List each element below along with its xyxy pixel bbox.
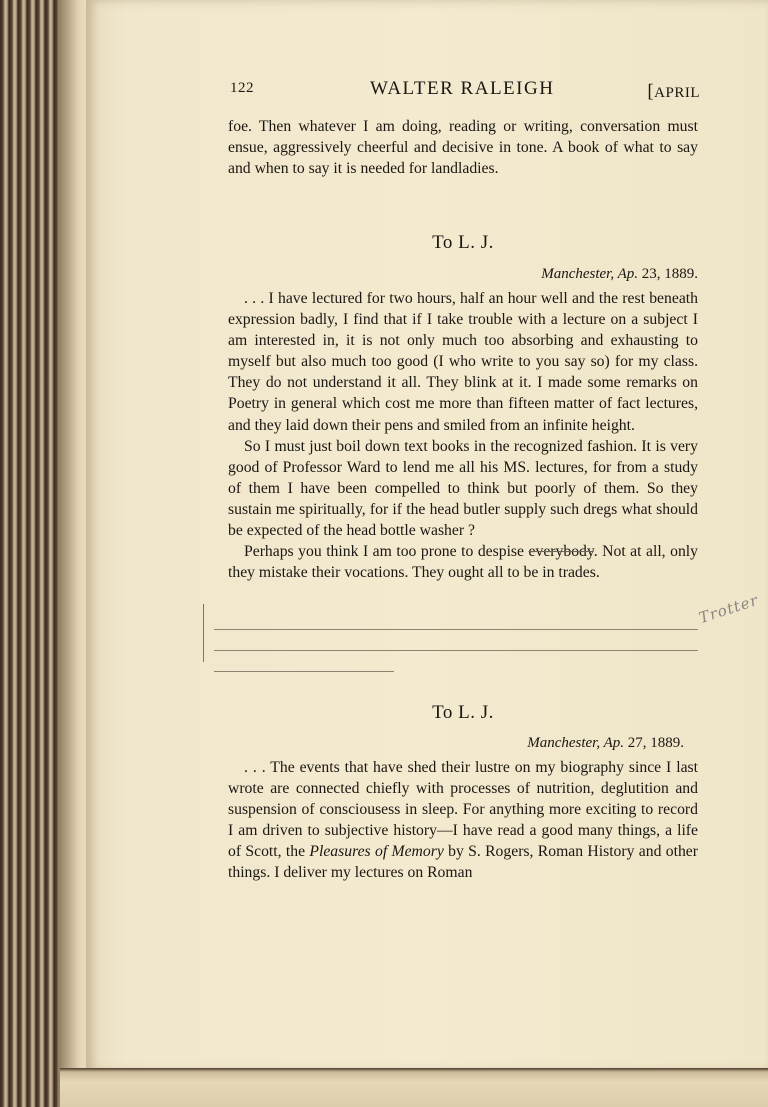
pencil-underline-2 — [214, 650, 698, 651]
book-fore-edge — [0, 0, 92, 1107]
letter-2-text-end: by S. Rogers, Roman History and other things. I deliver my lectures on Roman — [228, 843, 698, 882]
dateline-1-date: 23, 1889. — [641, 266, 698, 282]
running-title: WALTER RALEIGH — [370, 78, 555, 99]
dateline-2 — [527, 735, 684, 752]
page-bottom-edge — [60, 1068, 768, 1107]
continuation-text — [228, 116, 698, 179]
letter-heading-1: To L. J. — [432, 232, 494, 253]
dateline-2-place: Manchester, Ap. — [527, 735, 624, 751]
letter-2-paragraph-1 — [228, 757, 698, 884]
dateline-1 — [541, 266, 698, 283]
struck-word: everybody — [528, 543, 594, 561]
running-head — [230, 78, 702, 102]
letter-1-body — [228, 288, 698, 583]
running-month — [647, 81, 700, 103]
letter-1-paragraph-1: . . . I have lectured for two hours, half an hour well and the rest beneath expression badly, I find that if I take trouble with a lecture on a subject I am interested in, it is not only much too absorbing and exhausting to myself but also much too good (I who write to you say so) for my class. They do not understand it all. They blink at it. I made some remarks on Poetry in general which cost me more than fifteen matter of fact lectures, and they laid down their pens and smiled from an infinite height. — [228, 290, 698, 434]
page-number: 122 — [230, 80, 254, 96]
letter-2-text-start: . . . The events that have shed their lustre on my biography since I last wrote are connected chiefly with processes of nutrition, deglutition and suspension of consciousess in sleep. For anything more exciting to record I am driven to subjective history—I have read a good many things, a life of Scott, the — [228, 759, 698, 861]
letter-1-paragraph-3 — [228, 541, 698, 583]
letter-2-body — [228, 757, 698, 884]
book-title: Pleasures of Memory — [309, 843, 444, 861]
letter-1-paragraph-2: So I must just boil down text books in the recognized fashion. It is very good of Professor Ward to lend me all his MS. lectures, for from a study of them I have been compelled to think but poorly of them. So they sustain me spiritually, for if the head butler supply such dregs what should be expected of the head bottle washer ? — [228, 437, 698, 540]
marked-text-before: Perhaps you think I am too prone to despise — [244, 543, 529, 561]
pencil-underline-1 — [214, 629, 698, 630]
month-label: APRIL — [654, 85, 700, 101]
pencil-underline-3 — [214, 671, 394, 672]
dateline-1-place: Manchester, Ap. — [541, 266, 638, 282]
month-bracket: [ — [647, 81, 655, 102]
dateline-2-date: 27, 1889. — [627, 735, 684, 751]
letter-heading-2: To L. J. — [432, 702, 494, 723]
pencil-annotation: Trotter — [696, 590, 761, 628]
margin-pencil-line — [203, 604, 204, 662]
continuation-paragraph: foe. Then whatever I am doing, reading or writing, conversation must ensue, aggressively cheerful and decisive in tone. A book of what to say and when to say it is needed for landladies. — [228, 118, 698, 178]
marked-text-after: . Not at all, only they mistake their vocations. They ought all to be in trades. — [228, 543, 698, 582]
